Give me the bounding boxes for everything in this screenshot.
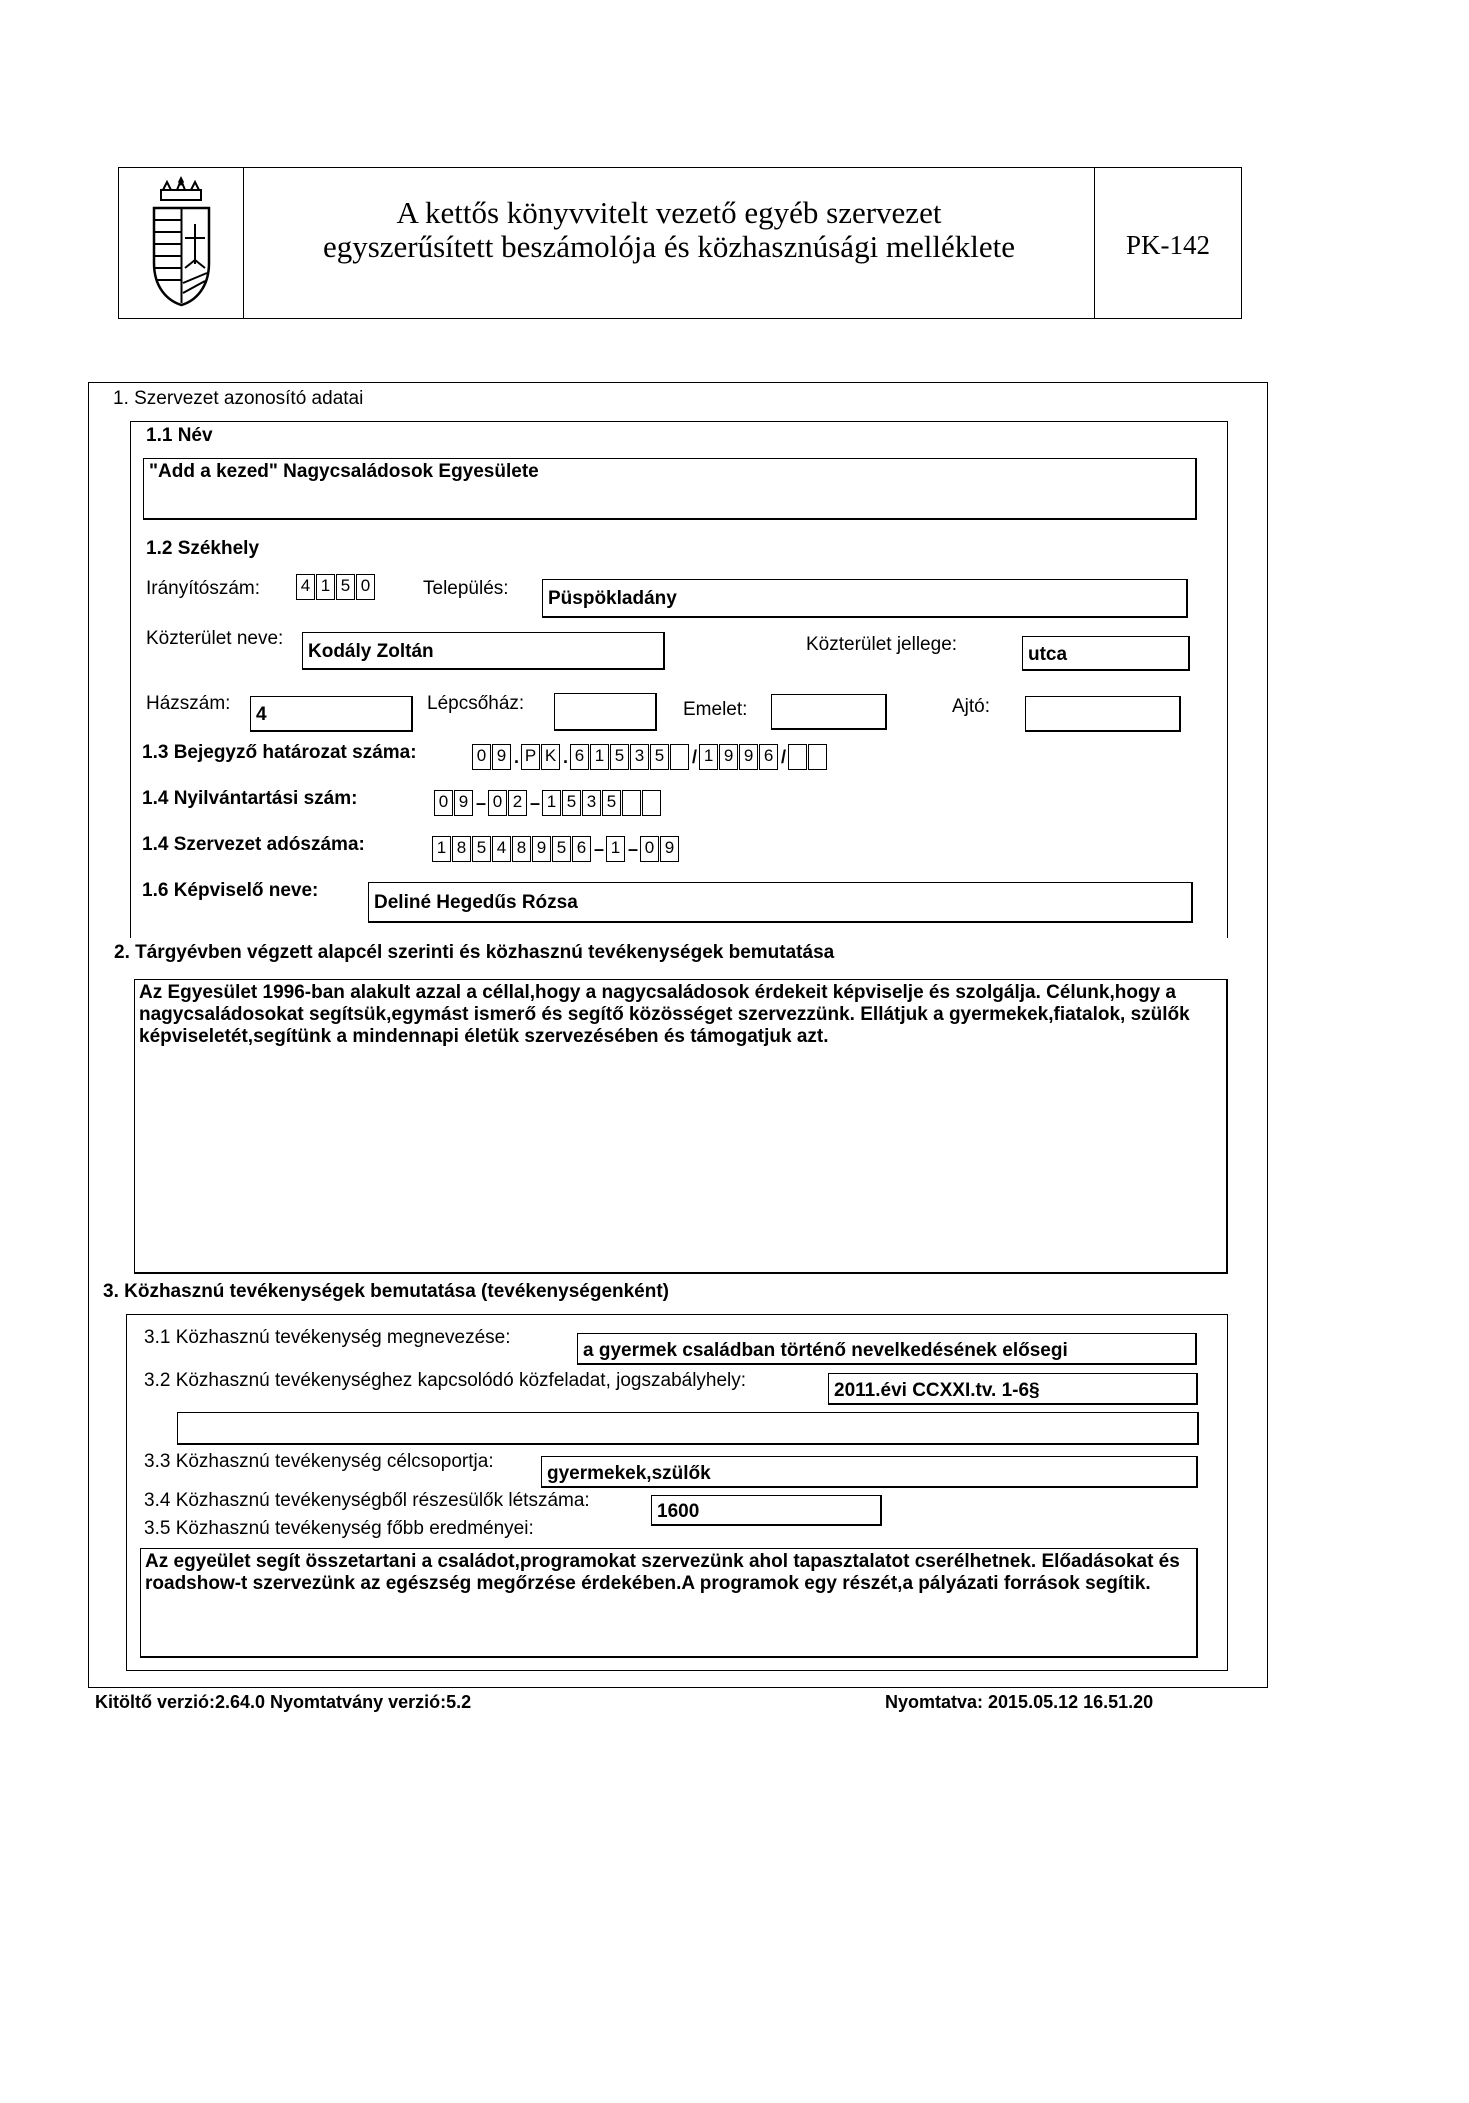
digit-cell[interactable]: 1 [432,836,451,862]
digit-cell[interactable] [808,744,827,770]
digit-cell[interactable]: 6 [759,744,778,770]
target-label: 3.3 Közhasznú tevékenység célcsoportja: [144,1451,494,1472]
digit-cell[interactable]: 3 [582,790,601,816]
digit-cell[interactable]: 4 [492,836,511,862]
separator: / [692,746,698,767]
name-label: 1.1 Név [146,425,213,446]
task-field-2[interactable] [177,1412,1199,1445]
digit-cell[interactable]: 5 [610,744,629,770]
tax-number[interactable] [432,836,680,862]
count-field[interactable]: 1600 [651,1495,882,1526]
section2-textarea[interactable]: Az Egyesület 1996-ban alakult azzal a céllal,hogy a nagycsaládosok érdekeit képviselje és szolgálja. Célunk,hogy a nagycsaládosokat segítsük,egymást ismerő és segítő közösséget szervezzünk. Ellátjuk a gyermekek,fiatalok, szülők képviseletét,segítünk a mindennapi életük szervezésében és támogatjuk azt. [134,979,1228,1274]
digit-cell[interactable]: 9 [739,744,758,770]
separator: – [476,792,487,813]
digit-cell[interactable]: 5 [336,574,355,600]
activity-label: 3.1 Közhasznú tevékenység megnevezése: [144,1327,511,1348]
digit-cell[interactable]: 9 [719,744,738,770]
house-field[interactable]: 4 [250,696,413,732]
form-code: PK-142 [1125,230,1210,260]
digit-cell[interactable]: 1 [590,744,609,770]
city-field[interactable]: Püspökladány [542,579,1188,618]
digit-cell[interactable]: 0 [434,790,453,816]
digit-cell[interactable]: 6 [572,836,591,862]
header-box [118,167,1242,319]
city-label: Település: [423,578,509,599]
digit-cell[interactable]: 9 [492,744,511,770]
target-field[interactable]: gyermekek,szülők [541,1456,1198,1488]
digit-cell[interactable] [788,744,807,770]
digit-cell[interactable]: 5 [472,836,491,862]
digit-cell[interactable]: 6 [570,744,589,770]
digit-cell[interactable]: 5 [562,790,581,816]
door-field[interactable] [1025,696,1181,732]
rep-label: 1.6 Képviselő neve: [142,880,319,901]
digit-cell[interactable]: 8 [452,836,471,862]
digit-cell[interactable]: 5 [602,790,621,816]
rep-field[interactable]: Deliné Hegedűs Rózsa [368,882,1193,923]
decision-number[interactable] [472,744,828,770]
header-title-line1: A kettős könyvvitelt vezető egyéb szervezet [396,195,942,230]
digit-cell[interactable]: K [541,744,560,770]
digit-cell[interactable]: 3 [630,744,649,770]
section2-title: 2. Tárgyévben végzett alapcél szerinti és közhasznú tevékenységek bemutatása [114,942,835,963]
street-type-label: Közterület jellege: [806,634,958,655]
stair-label: Lépcsőház: [427,693,525,714]
digit-cell[interactable]: 1 [542,790,561,816]
stair-field[interactable] [554,693,657,731]
street-type-field[interactable]: utca [1022,636,1190,671]
digit-cell[interactable]: 9 [454,790,473,816]
footer-printed: Nyomtatva: 2015.05.12 16.51.20 [885,1692,1154,1712]
results-label: 3.5 Közhasznú tevékenység főbb eredményei: [144,1518,534,1539]
digit-cell[interactable]: 0 [640,836,659,862]
coat-of-arms-icon [119,168,244,318]
separator: – [628,838,639,859]
activity-field[interactable]: a gyermek családban történő nevelkedésének elősegi [577,1333,1197,1365]
digit-cell[interactable]: 0 [488,790,507,816]
digit-cell[interactable]: 5 [650,744,669,770]
task-field[interactable]: 2011.évi CCXXI.tv. 1-6§ [828,1373,1198,1405]
door-label: Ajtó: [952,696,991,717]
header-title-line2: egyszerűsített beszámolója és közhasznúsági melléklete [322,229,1016,264]
separator: . [514,746,520,767]
separator: / [781,746,787,767]
name-field[interactable]: "Add a kezed" Nagycsaládosok Egyesülete [143,458,1197,520]
floor-field[interactable] [771,694,887,730]
separator: – [594,838,605,859]
digit-cell[interactable]: 1 [606,836,625,862]
digit-cell[interactable] [622,790,641,816]
street-field[interactable]: Kodály Zoltán [302,632,665,670]
digit-cell[interactable]: 9 [532,836,551,862]
digit-cell[interactable]: 1 [316,574,335,600]
zip-digits[interactable] [296,574,376,600]
digit-cell[interactable]: 5 [552,836,571,862]
house-label: Házszám: [146,693,231,714]
digit-cell[interactable]: 0 [356,574,375,600]
digit-cell[interactable]: 1 [699,744,718,770]
header-title [244,196,1094,264]
digit-cell[interactable]: 0 [472,744,491,770]
registry-number[interactable] [434,790,662,816]
digit-cell[interactable]: 8 [512,836,531,862]
digit-cell[interactable]: 2 [508,790,527,816]
decision-label: 1.3 Bejegyző határozat száma: [142,742,417,763]
section1-title: 1. Szervezet azonosító adatai [113,388,364,409]
separator: – [530,792,541,813]
tax-label: 1.4 Szervezet adószáma: [142,834,365,855]
digit-cell[interactable] [670,744,689,770]
floor-label: Emelet: [683,699,748,720]
zip-label: Irányítószám: [146,578,261,599]
digit-cell[interactable] [642,790,661,816]
coat-of-arms-cell [119,168,244,318]
street-label: Közterület neve: [146,628,284,649]
digit-cell[interactable]: P [521,744,540,770]
digit-cell[interactable]: 9 [660,836,679,862]
separator: . [563,746,569,767]
seat-label: 1.2 Székhely [146,538,260,559]
digit-cell[interactable]: 4 [296,574,315,600]
registry-label: 1.4 Nyilvántartási szám: [142,788,358,809]
form-code-cell [1094,168,1241,318]
footer-version: Kitöltő verzió:2.64.0 Nyomtatvány verzió:5.2 [95,1692,472,1712]
results-textarea[interactable]: Az egyeület segít összetartani a családot,programokat szervezünk ahol tapasztalatot cserélhetnek. Előadásokat és roadshow-t szervezünk az egészség megőrzése érdekében.A programok egy részét,a pályázati források segítik. [140,1548,1198,1658]
task-label: 3.2 Közhasznú tevékenységhez kapcsolódó közfeladat, jogszabályhely: [144,1370,747,1391]
count-label: 3.4 Közhasznú tevékenységből részesülők létszáma: [144,1490,590,1511]
section3-title: 3. Közhasznú tevékenységek bemutatása (tevékenységenként) [103,1281,670,1302]
